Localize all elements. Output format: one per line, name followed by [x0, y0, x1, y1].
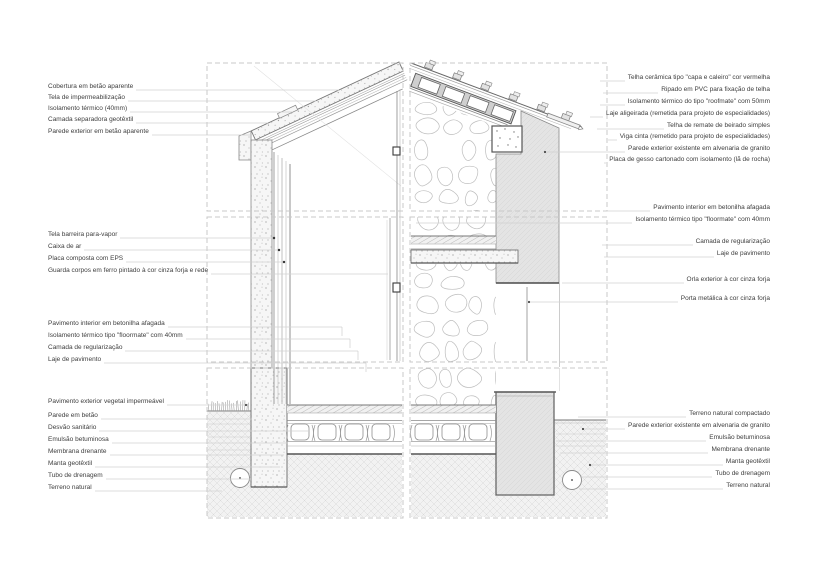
annotation-label: Desvão sanitário: [48, 424, 97, 431]
annotation-label: Manta geotêxtil: [48, 460, 93, 467]
annotation-label: Emulsão betuminosa: [709, 434, 770, 441]
annotation-label: Placa composta com EPS: [48, 255, 124, 262]
annotation-label: Placa de gesso cartonado com isolamento (lã de rocha): [609, 156, 770, 163]
annotation-label: Parede em betão: [48, 412, 98, 419]
annotation-label: Telha cerâmica tipo "capa e caleiro" cor vermelha: [627, 74, 770, 81]
annotation-label: Caixa de ar: [48, 243, 82, 250]
annotation-label: Terreno natural: [726, 482, 770, 489]
annotation-label: Terreno natural: [48, 484, 92, 491]
annotation-label: Ripado em PVC para fixação de telha: [661, 86, 770, 93]
roof-new: [249, 58, 410, 155]
annotation-label: Manta geotêxtil: [725, 458, 770, 465]
annotation-label: Isolamento térmico tipo "floormate" com 40mm: [635, 216, 770, 223]
annotation-label: Parede exterior existente em alvenaria de granito: [628, 145, 770, 152]
annotation-label: Membrana drenante: [711, 446, 770, 453]
annotation-label: Emulsão betuminosa: [48, 436, 109, 443]
annotation-label: Orla exterior à cor cinza forja: [686, 276, 770, 283]
annotation-label: Porta metálica à cor cinza forja: [680, 295, 770, 302]
annotation-label: Camada de regularização: [695, 238, 770, 245]
annotation-label: Isolamento térmico tipo "floormate" com 40mm: [48, 332, 183, 339]
annotation-label: Isolamento térmico (40mm): [48, 105, 128, 112]
annotation-label: Parede exterior existente em alvenaria de granito: [628, 422, 770, 429]
annotation-label: Tubo de drenagem: [715, 470, 770, 477]
annotation-label: Pavimento exterior vegetal impermeável: [48, 398, 164, 405]
annotation-label: Cobertura em betão aparente: [48, 83, 134, 90]
annotation-label: Laje de pavimento: [48, 356, 102, 363]
annotation-label: Camada separadora geotêxtil: [48, 116, 134, 123]
annotation-label: Camada de regularização: [48, 344, 123, 351]
annotation-label: Membrana drenante: [48, 448, 107, 455]
ring-beam: [492, 126, 522, 152]
annotation-label: Guarda corpos em ferro pintado à cor cinza forja e rede: [48, 267, 209, 274]
annotation-label: Laje de pavimento: [716, 250, 770, 257]
annotation-label: Pavimento interior em betonilha afagada: [48, 320, 165, 327]
annotation-label: Terreno natural compactado: [689, 410, 770, 417]
floor-slabs: [287, 236, 519, 454]
exterior-upper-terrace: [496, 283, 559, 361]
annotation-label: Pavimento interior em betonilha afagada: [653, 204, 770, 211]
annotation-label: Tela de impermeabilização: [48, 94, 125, 101]
annotation-label: Telha de remate de beirado simples: [667, 122, 770, 129]
annotation-label: Tubo de drenagem: [48, 472, 103, 479]
annotation-label: Viga cinta (remetido para projeto de especialidades): [619, 133, 770, 140]
annotation-label: Laje aligeirada (remetida para projeto de especialidades): [605, 110, 770, 117]
annotation-label: Parede exterior em betão aparente: [48, 128, 149, 135]
annotation-label: Tela barreira para-vapor: [48, 231, 118, 238]
grass: [208, 400, 251, 411]
annotation-label: Isolamento térmico do tipo "roofmate" com 50mm: [627, 98, 770, 105]
